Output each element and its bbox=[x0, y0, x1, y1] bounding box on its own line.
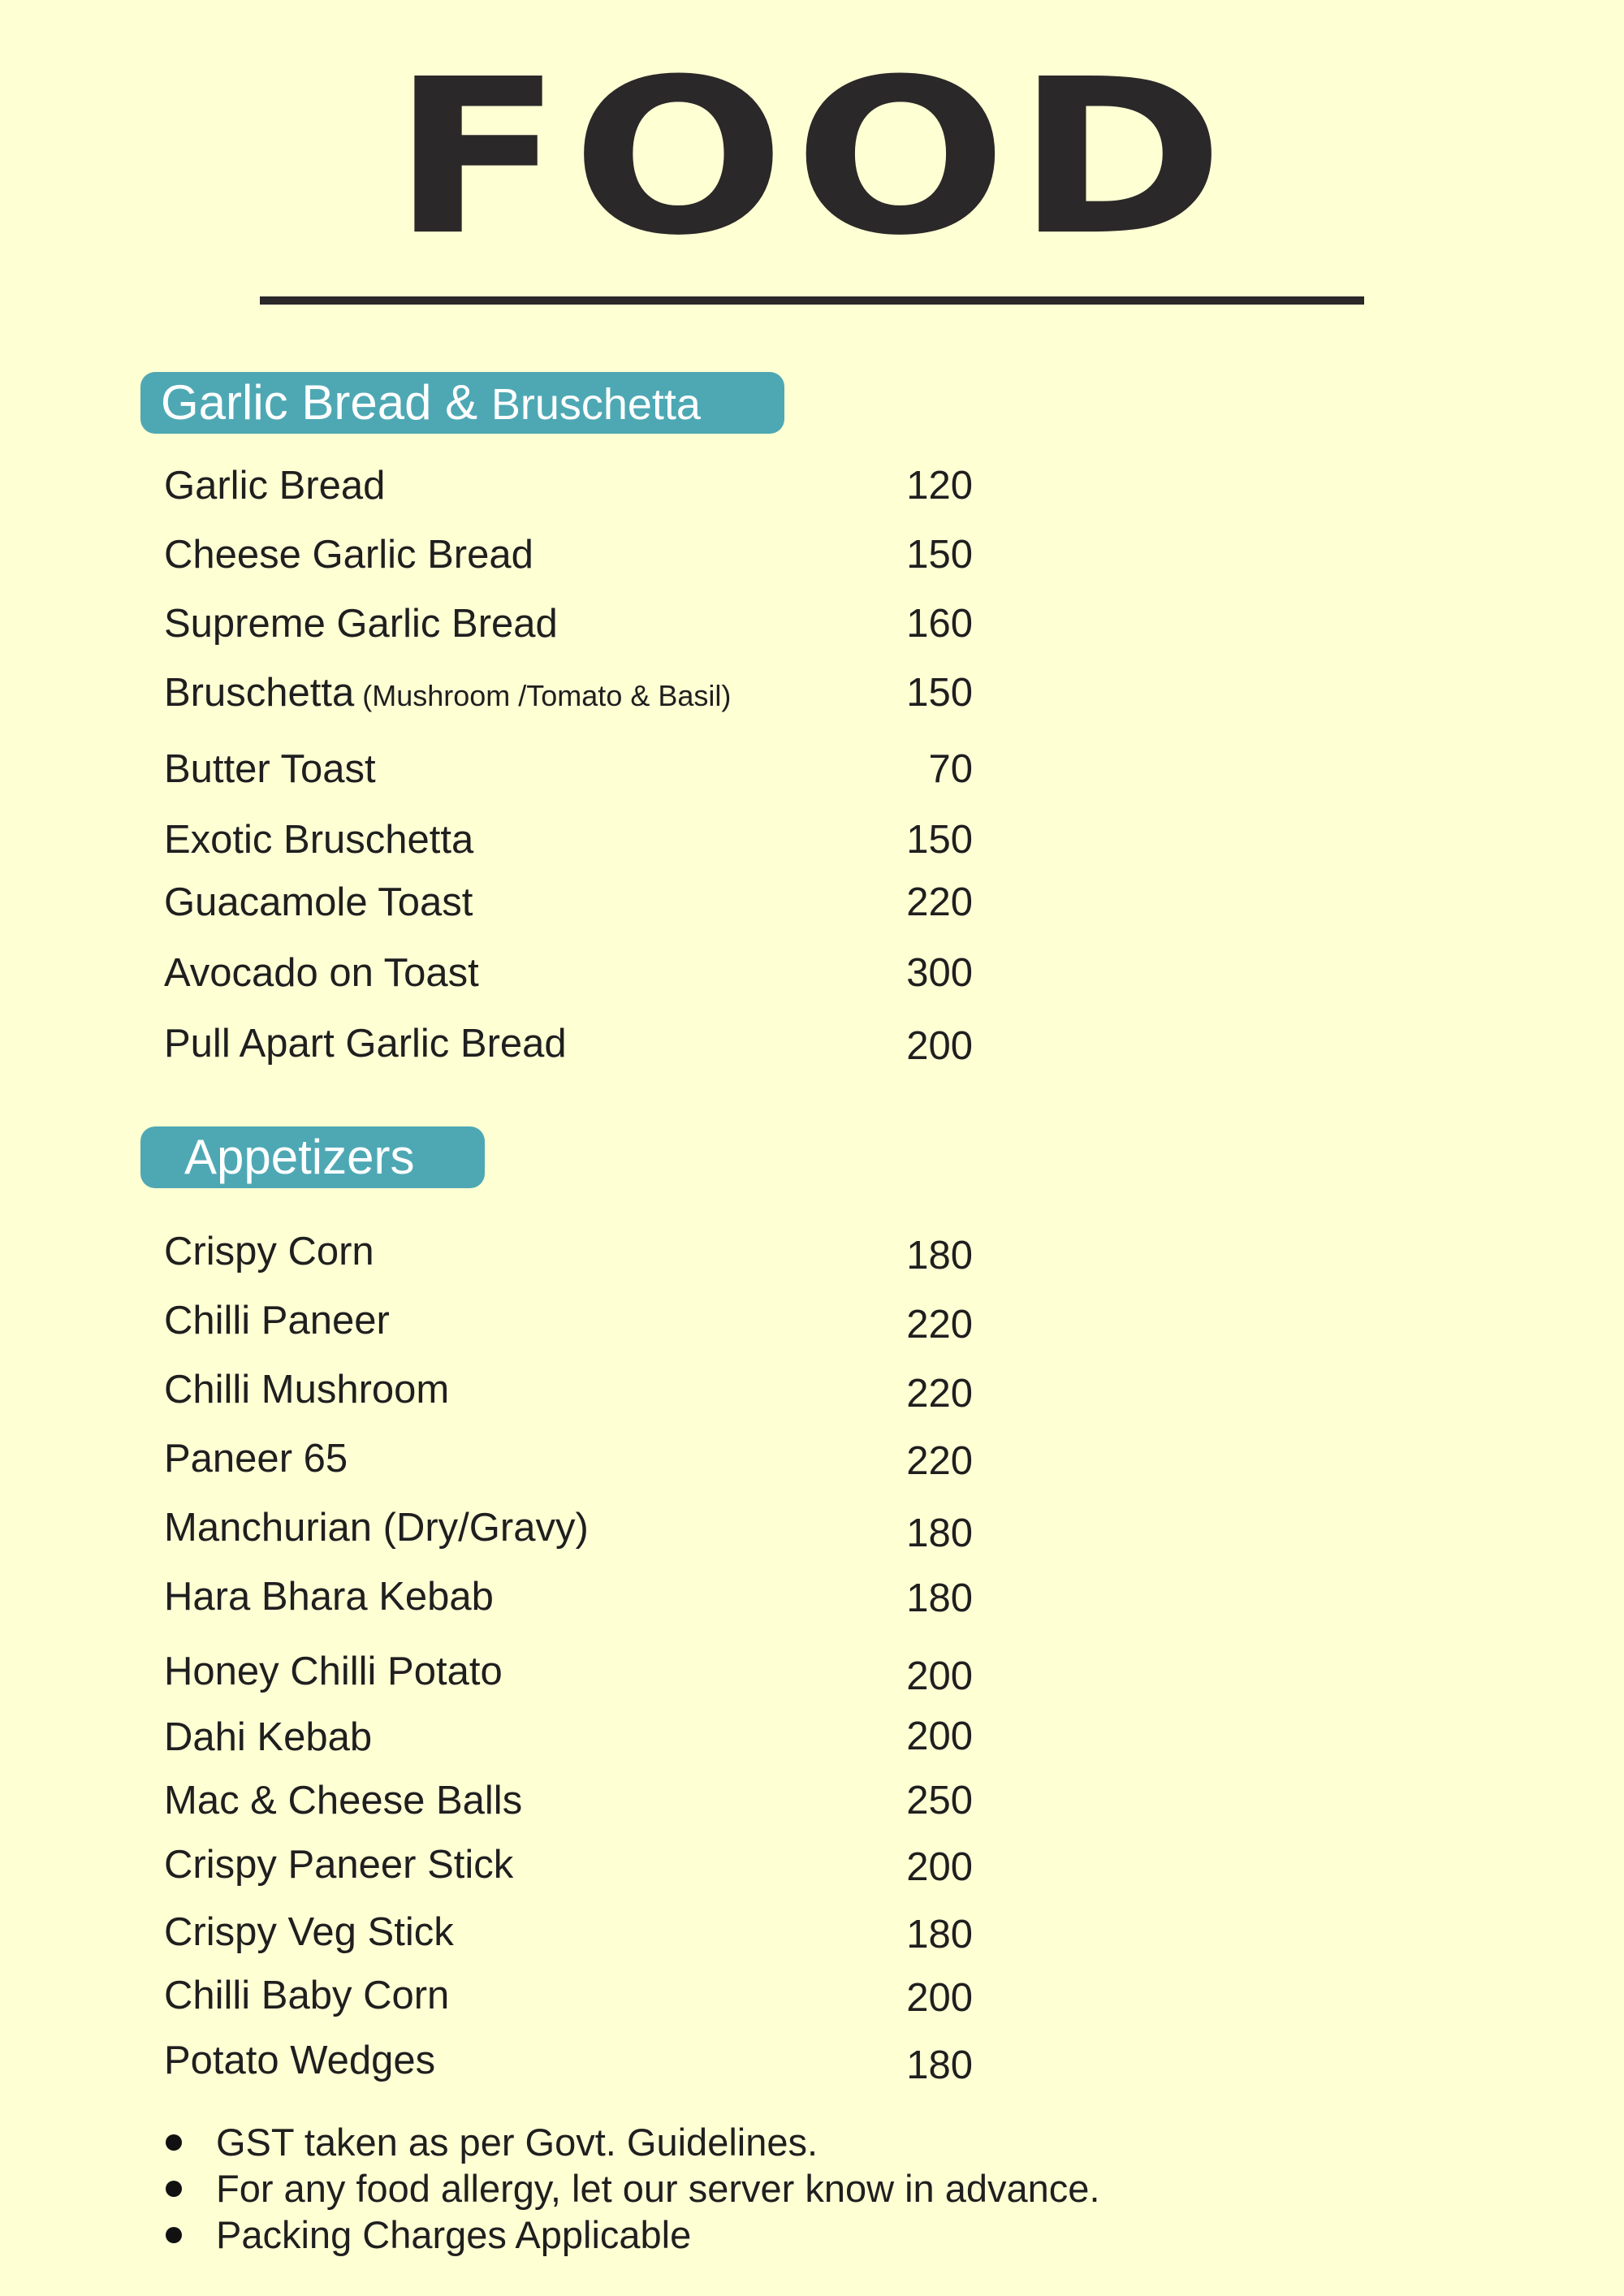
menu-item-price: 220 bbox=[906, 1439, 973, 1483]
menu-item-price: 180 bbox=[906, 1576, 973, 1620]
menu-item-price: 180 bbox=[906, 1511, 973, 1555]
menu-item-name: Chilli Mushroom bbox=[164, 1368, 450, 1412]
menu-item-name: Cheese Garlic Bread bbox=[164, 533, 533, 577]
menu-item-name: Crispy Corn bbox=[164, 1230, 374, 1273]
menu-item-name: Pull Apart Garlic Bread bbox=[164, 1022, 567, 1066]
menu-item-name: Supreme Garlic Bread bbox=[164, 602, 558, 646]
menu-item-name: Avocado on Toast bbox=[164, 951, 479, 995]
menu-item-name: Paneer 65 bbox=[164, 1437, 348, 1481]
menu-item-price: 200 bbox=[906, 1845, 973, 1889]
menu-item-price: 180 bbox=[906, 2043, 973, 2087]
title-divider bbox=[260, 296, 1364, 305]
menu-item-bruschetta bbox=[164, 673, 731, 713]
menu-item-price: 120 bbox=[906, 464, 973, 508]
menu-title: FOOD bbox=[391, 33, 1233, 283]
menu-item-price: 200 bbox=[906, 1976, 973, 2020]
menu-item-price: 220 bbox=[906, 880, 973, 924]
section-heading-text: Garlic Bread & bbox=[161, 375, 491, 430]
section-heading-small-text: Bruschetta bbox=[490, 380, 701, 429]
menu-item-name: Manchurian (Dry/Gravy) bbox=[164, 1506, 589, 1550]
menu-item-price: 220 bbox=[906, 1372, 973, 1416]
menu-item-note: (Mushroom /Tomato & Basil) bbox=[354, 679, 732, 712]
menu-item-name: Chilli Paneer bbox=[164, 1299, 390, 1343]
menu-item-price: 70 bbox=[928, 747, 973, 791]
menu-item-name: Crispy Paneer Stick bbox=[164, 1843, 514, 1887]
menu-item-name: Potato Wedges bbox=[164, 2039, 436, 2082]
menu-item-name: Butter Toast bbox=[164, 747, 376, 791]
menu-item-name: Honey Chilli Potato bbox=[164, 1650, 503, 1693]
section-heading-text: Appetizers bbox=[184, 1130, 415, 1184]
menu-item-price: 200 bbox=[906, 1024, 973, 1068]
bullet-icon bbox=[166, 2227, 182, 2243]
menu-item-price: 180 bbox=[906, 1234, 973, 1278]
menu-item-price: 150 bbox=[906, 533, 973, 577]
note-item bbox=[162, 2169, 1100, 2216]
note-item bbox=[162, 2123, 1100, 2169]
menu-item-name: Mac & Cheese Balls bbox=[164, 1779, 523, 1823]
menu-item-name: Chilli Baby Corn bbox=[164, 1974, 450, 2017]
bullet-icon bbox=[166, 2181, 182, 2197]
menu-item-name: Crispy Veg Stick bbox=[164, 1910, 454, 1954]
menu-item-price: 200 bbox=[906, 1714, 973, 1758]
note-text: GST taken as per Govt. Guidelines. bbox=[216, 2121, 818, 2164]
menu-item-price: 200 bbox=[906, 1654, 973, 1698]
menu-item-price: 250 bbox=[906, 1779, 973, 1823]
section-heading-appetizers bbox=[140, 1126, 485, 1188]
menu-item-price: 160 bbox=[906, 602, 973, 646]
menu-item-price: 150 bbox=[906, 818, 973, 862]
note-text: Packing Charges Applicable bbox=[216, 2213, 692, 2256]
menu-item-price: 150 bbox=[906, 671, 973, 715]
menu-notes bbox=[162, 2123, 1100, 2262]
menu-item-price: 220 bbox=[906, 1303, 973, 1347]
menu-item-name: Dahi Kebab bbox=[164, 1715, 373, 1759]
menu-item-price: 180 bbox=[906, 1913, 973, 1957]
menu-item-name: Bruschetta bbox=[164, 671, 355, 715]
section-heading-garlic-bread bbox=[140, 372, 784, 434]
note-text: For any food allergy, let our server know in advance. bbox=[216, 2167, 1100, 2210]
note-item bbox=[162, 2213, 1100, 2262]
menu-item-name: Hara Bhara Kebab bbox=[164, 1575, 494, 1619]
bullet-icon bbox=[166, 2134, 182, 2151]
menu-item-name: Guacamole Toast bbox=[164, 880, 473, 924]
menu-item-name: Exotic Bruschetta bbox=[164, 818, 474, 862]
menu-item-price: 300 bbox=[906, 951, 973, 995]
menu-item-name: Garlic Bread bbox=[164, 464, 386, 508]
